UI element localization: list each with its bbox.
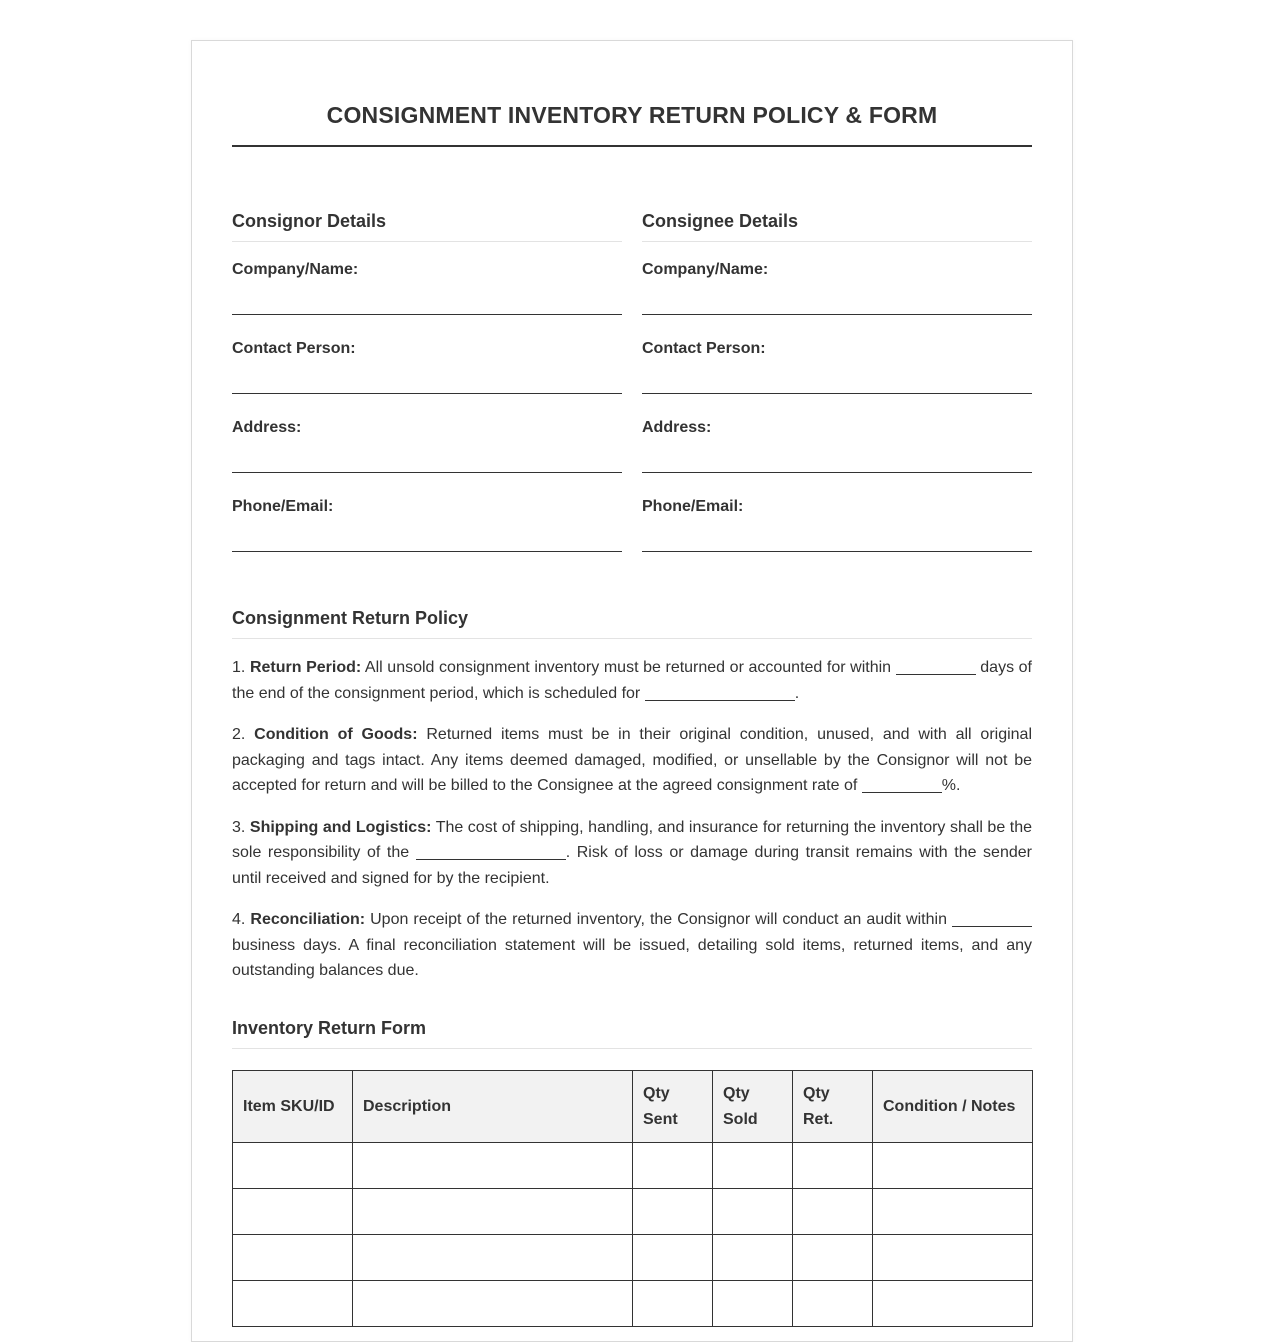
- consignee-company-label: Company/Name:: [642, 261, 769, 278]
- table-cell[interactable]: [633, 1189, 713, 1235]
- shipping-responsible-party-blank[interactable]: [416, 845, 566, 860]
- return-policy-section: [232, 604, 1032, 984]
- inventory-form-heading: Inventory Return Form: [232, 1014, 1032, 1049]
- column-header-qty-sent: Qty Sent: [633, 1071, 713, 1143]
- consignor-contact-input-line[interactable]: [232, 393, 622, 394]
- consignee-contact-label: Contact Person:: [642, 340, 766, 357]
- table-cell[interactable]: [713, 1235, 793, 1281]
- table-cell[interactable]: [873, 1143, 1033, 1189]
- policy-item-text: . Risk of loss or damage during transit remains with the sender until received and signed for by the recipient.: [232, 844, 1032, 887]
- consignee-company-input-line[interactable]: [642, 314, 1032, 315]
- consignee-contact-input-line[interactable]: [642, 393, 1032, 394]
- policy-item-condition: [232, 722, 1032, 799]
- policy-item-number: 4.: [232, 911, 246, 928]
- consignor-address-field: [232, 400, 622, 479]
- column-header-description: Description: [353, 1071, 633, 1143]
- title-divider: [232, 145, 1032, 147]
- consignee-contact-field: [642, 321, 1032, 400]
- policy-item-text: All unsold consignment inventory must be returned or accounted for within: [364, 659, 892, 676]
- policy-item-text: %.: [941, 777, 961, 794]
- consignor-phone-field: [232, 479, 622, 558]
- inventory-return-form-section: [232, 1014, 1032, 1128]
- table-cell[interactable]: [713, 1281, 793, 1327]
- table-cell[interactable]: [233, 1143, 353, 1189]
- audit-days-blank[interactable]: [952, 912, 1032, 927]
- table-cell[interactable]: [233, 1189, 353, 1235]
- table-cell[interactable]: [873, 1281, 1033, 1327]
- consignee-phone-label: Phone/Email:: [642, 498, 744, 515]
- consignee-company-field: [642, 242, 1032, 321]
- policy-item-title: Return Period:: [249, 659, 362, 676]
- policy-item-number: 2.: [232, 726, 246, 743]
- consignor-phone-label: Phone/Email:: [232, 498, 334, 515]
- consignor-company-field: [232, 242, 622, 321]
- table-cell[interactable]: [873, 1189, 1033, 1235]
- table-cell[interactable]: [793, 1143, 873, 1189]
- policy-item-title: Shipping and Logistics:: [249, 818, 432, 836]
- table-row: [233, 1235, 1033, 1281]
- table-cell[interactable]: [233, 1281, 353, 1327]
- policy-item-return-period: [232, 655, 1032, 706]
- policy-item-title: Reconciliation:: [250, 911, 366, 928]
- table-row: [233, 1281, 1033, 1327]
- document-title: CONSIGNMENT INVENTORY RETURN POLICY & FORM: [326, 102, 938, 128]
- table-cell[interactable]: [633, 1143, 713, 1189]
- policy-item-text: business days. A final reconciliation statement will be issued, detailing sold items, returned items, and any outstanding balances due.: [232, 936, 1032, 979]
- consignor-contact-field: [232, 321, 622, 400]
- consignee-address-label: Address:: [642, 419, 712, 436]
- consignee-address-input-line[interactable]: [642, 472, 1032, 473]
- inventory-table: [232, 1070, 1033, 1327]
- table-cell[interactable]: [793, 1189, 873, 1235]
- consignee-phone-input-line[interactable]: [642, 551, 1032, 552]
- policy-item-text: Upon receipt of the returned inventory, the Consignor will conduct an audit within: [370, 911, 947, 928]
- policy-item-reconciliation: [232, 907, 1032, 984]
- column-header-qty-returned: Qty Ret.: [793, 1071, 873, 1143]
- column-header-sku: Item SKU/ID: [233, 1071, 353, 1143]
- document-page: [191, 40, 1073, 1342]
- consignor-company-label: Company/Name:: [232, 261, 359, 278]
- policy-item-text: Returned items must be in their original condition, unused, and with all original packaging and tags intact. Any items deemed damaged, modified, or unsellable by the Consignor will not be accepted for return and will be billed to the Consignee at the agreed consignment rate of: [232, 726, 1033, 794]
- table-cell[interactable]: [713, 1189, 793, 1235]
- consignor-address-input-line[interactable]: [232, 472, 622, 473]
- policy-item-title: Condition of Goods:: [254, 726, 418, 743]
- policy-item-text: The cost of shipping, handling, and insurance for returning the inventory shall be the sole responsibility of the: [232, 818, 1033, 861]
- consignee-address-field: [642, 400, 1032, 479]
- consignor-phone-input-line[interactable]: [232, 551, 622, 552]
- table-cell[interactable]: [353, 1281, 633, 1327]
- table-row: [233, 1143, 1033, 1189]
- consignor-heading: Consignor Details: [232, 207, 622, 242]
- policy-item-shipping: [232, 815, 1032, 892]
- table-cell[interactable]: [793, 1281, 873, 1327]
- table-cell[interactable]: [233, 1235, 353, 1281]
- consignor-details-section: [232, 207, 622, 558]
- consignment-rate-blank[interactable]: [862, 778, 942, 793]
- consignor-company-input-line[interactable]: [232, 314, 622, 315]
- table-cell[interactable]: [353, 1235, 633, 1281]
- return-days-blank[interactable]: [896, 660, 976, 675]
- column-header-qty-sold: Qty Sold: [713, 1071, 793, 1143]
- table-cell[interactable]: [713, 1143, 793, 1189]
- table-header-row: [233, 1071, 1033, 1143]
- table-row: [233, 1189, 1033, 1235]
- policy-item-number: 3.: [232, 818, 246, 836]
- consignee-heading: Consignee Details: [642, 207, 1032, 242]
- policy-item-number: 1.: [232, 659, 246, 676]
- table-cell[interactable]: [633, 1281, 713, 1327]
- column-header-condition-notes: Condition / Notes: [873, 1071, 1033, 1143]
- consignor-contact-label: Contact Person:: [232, 340, 356, 357]
- consignment-end-date-blank[interactable]: [645, 686, 795, 701]
- policy-item-text: days of the end of the consignment period, which is scheduled for: [232, 659, 1032, 702]
- table-cell[interactable]: [353, 1189, 633, 1235]
- consignee-details-section: [642, 207, 1032, 558]
- table-cell[interactable]: [633, 1235, 713, 1281]
- consignee-phone-field: [642, 479, 1032, 558]
- table-cell[interactable]: [873, 1235, 1033, 1281]
- policy-heading: Consignment Return Policy: [232, 604, 1032, 639]
- consignor-address-label: Address:: [232, 419, 302, 436]
- table-cell[interactable]: [793, 1235, 873, 1281]
- table-cell[interactable]: [353, 1143, 633, 1189]
- policy-item-text: .: [794, 684, 800, 702]
